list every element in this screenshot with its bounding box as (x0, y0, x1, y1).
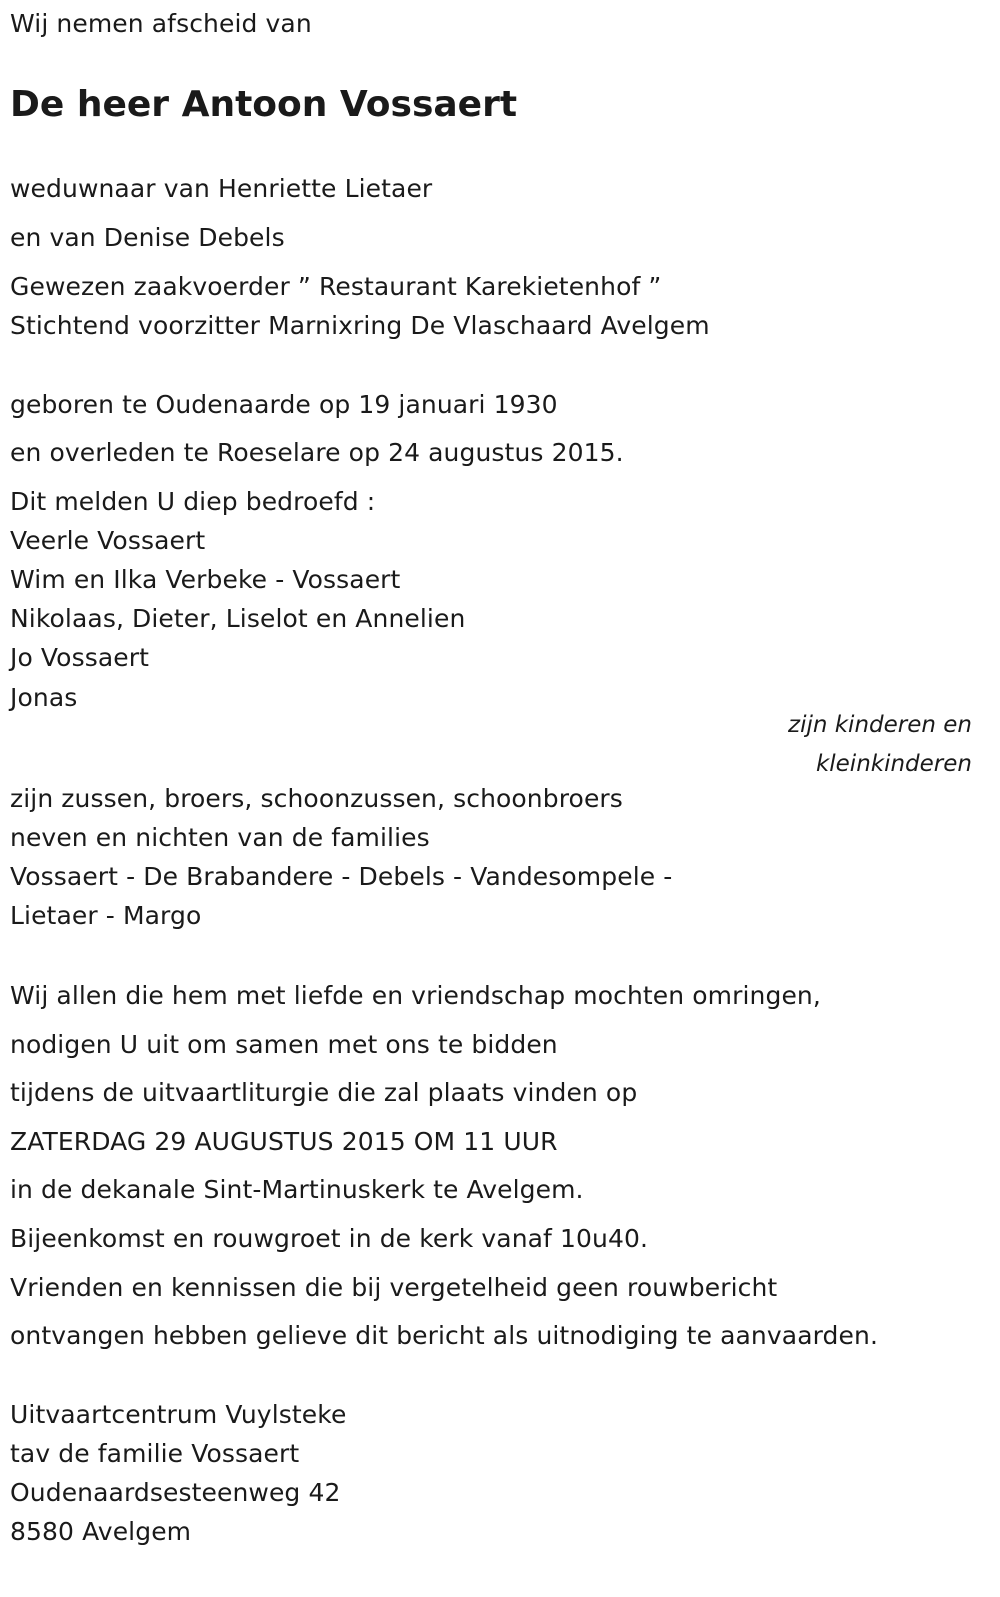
announcers-intro: Dit melden U diep bedroefd : (10, 487, 376, 516)
invitation-line-8: ontvangen hebben gelieve dit bericht als uitnodiging te aanvaarden. (10, 1321, 878, 1350)
family-line-3: Vossaert - De Brabandere - Debels - Vandesompele - (10, 862, 673, 891)
address-line-2: tav de familie Vossaert (10, 1439, 300, 1468)
child-line-4: Jo Vossaert (10, 643, 150, 672)
deceased-name: De heer Antoon Vossaert (10, 84, 518, 125)
family-line-4: Lietaer - Margo (10, 901, 202, 930)
obituary-intro: Wij nemen afscheid van (10, 9, 312, 38)
invitation-line-6: Bijeenkomst en rouwgroet in de kerk vanaf 10u40. (10, 1224, 649, 1253)
role-line-1: Gewezen zaakvoerder ” Restaurant Karekietenhof ” (10, 272, 662, 301)
address-line-1: Uitvaartcentrum Vuylsteke (10, 1400, 347, 1429)
family-line-1: zijn zussen, broers, schoonzussen, schoonbroers (10, 784, 623, 813)
invitation-line-2: nodigen U uit om samen met ons te bidden (10, 1030, 558, 1059)
death-line: en overleden te Roeselare op 24 augustus 2015. (10, 438, 624, 467)
role-line-2: Stichtend voorzitter Marnixring De Vlaschaard Avelgem (10, 311, 710, 340)
children-note (788, 706, 972, 784)
child-line-3: Nikolaas, Dieter, Liselot en Annelien (10, 604, 466, 633)
widower-line-2: en van Denise Debels (10, 223, 285, 252)
funeral-date-line: ZATERDAG 29 AUGUSTUS 2015 OM 11 UUR (10, 1127, 558, 1156)
children-note-line-1: zijn kinderen en (788, 712, 972, 738)
address-line-4: 8580 Avelgem (10, 1517, 192, 1546)
child-line-2: Wim en Ilka Verbeke - Vossaert (10, 565, 401, 594)
child-line-5: Jonas (10, 683, 78, 712)
birth-line: geboren te Oudenaarde op 19 januari 1930 (10, 390, 558, 419)
family-line-2: neven en nichten van de families (10, 823, 430, 852)
children-note-line-2: kleinkinderen (815, 751, 972, 777)
invitation-line-7: Vrienden en kennissen die bij vergetelheid geen rouwbericht (10, 1273, 778, 1302)
invitation-line-3: tijdens de uitvaartliturgie die zal plaats vinden op (10, 1078, 638, 1107)
address-line-3: Oudenaardsesteenweg 42 (10, 1478, 341, 1507)
invitation-line-1: Wij allen die hem met liefde en vriendschap mochten omringen, (10, 981, 821, 1010)
child-line-1: Veerle Vossaert (10, 526, 206, 555)
invitation-line-5: in de dekanale Sint-Martinuskerk te Avelgem. (10, 1175, 584, 1204)
widower-line-1: weduwnaar van Henriette Lietaer (10, 174, 433, 203)
